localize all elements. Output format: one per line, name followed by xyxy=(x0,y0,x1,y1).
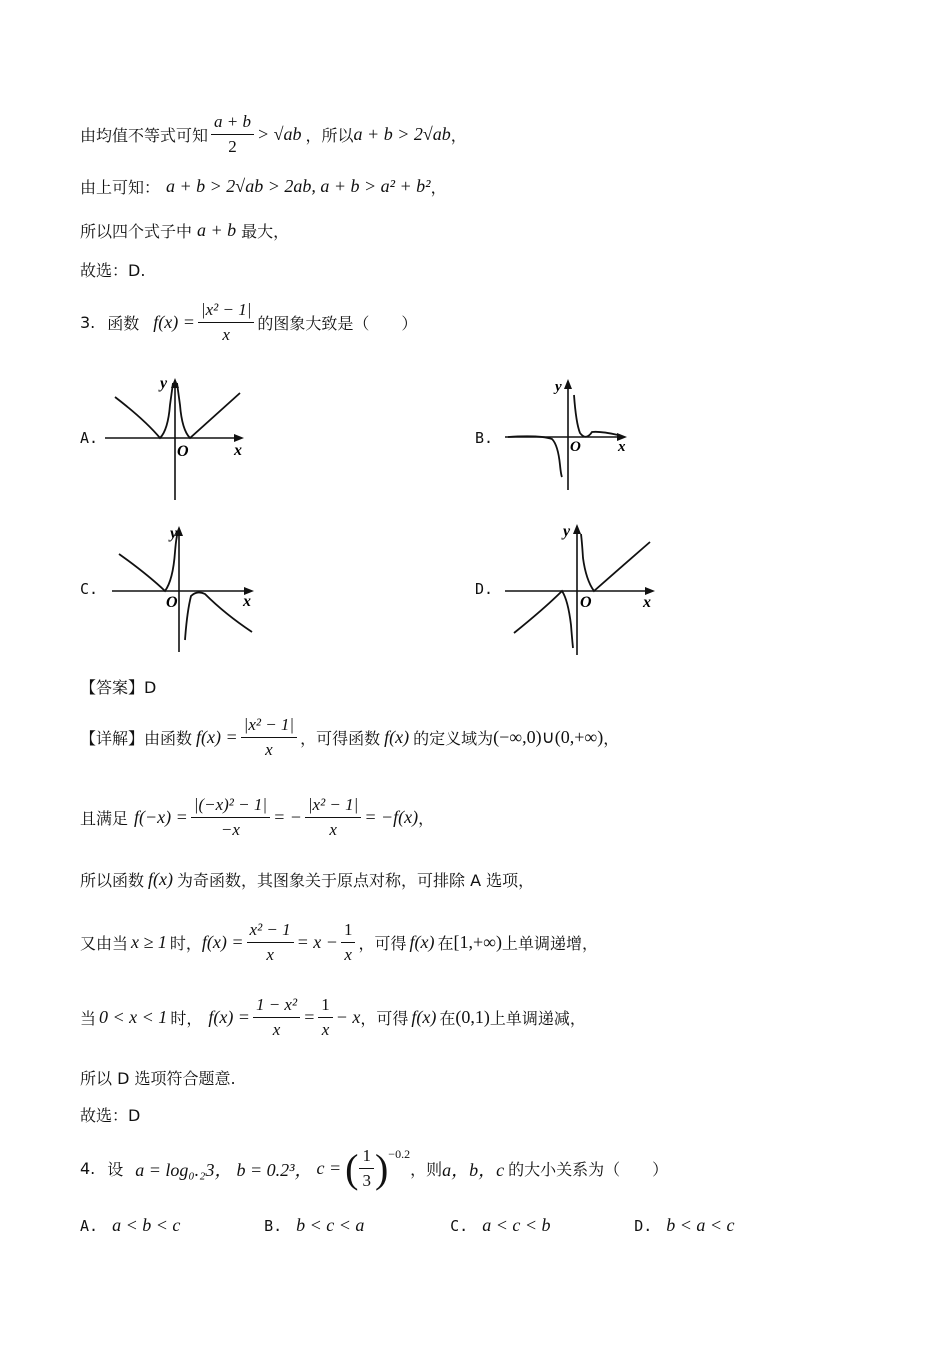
math-expr: 0 < x < 1 xyxy=(99,1007,168,1027)
detail-text: 且满足 xyxy=(80,809,129,828)
math-expr: x ≥ 1 xyxy=(131,932,167,952)
math-expr: (−∞,0)∪(0,+∞) xyxy=(493,727,604,747)
y-label: y xyxy=(563,523,571,540)
math-expr: f(x) = xyxy=(153,312,195,332)
sol2-line-3 xyxy=(80,219,289,242)
math-expr: a + b > 2√ab > 2ab, a + b > a² + b² xyxy=(166,176,431,196)
frac-den: x xyxy=(329,820,337,839)
detail-text: 在 xyxy=(439,1009,456,1028)
q3-stem xyxy=(80,300,417,345)
math-expr: a，b，c xyxy=(442,1159,505,1180)
detail-text: 上单调递增， xyxy=(501,934,598,953)
detail-line-2 xyxy=(80,795,434,840)
fraction xyxy=(305,795,361,840)
curve-left xyxy=(508,436,562,477)
q4-option-a-expr: a < b < c xyxy=(112,1215,181,1235)
detail-text: 【详解】由函数 xyxy=(80,729,193,748)
detail-text: 为奇函数，其图象关于原点对称，可排除 A 选项， xyxy=(177,871,535,890)
x-label: x xyxy=(234,442,242,459)
y-arrow xyxy=(564,379,572,389)
detail-text: ， xyxy=(603,729,620,748)
fraction xyxy=(253,995,300,1040)
frac-den: 2 xyxy=(228,137,237,156)
curve-left xyxy=(514,591,573,648)
detail-text: 的定义域为 xyxy=(413,729,494,748)
frac-num: 1 xyxy=(318,995,333,1018)
math-expr: (0,1) xyxy=(455,1007,490,1027)
q4-option-c-expr: a < c < b xyxy=(482,1215,551,1235)
q3-text: 函数 xyxy=(107,314,140,333)
fraction xyxy=(359,1146,374,1191)
detail-text: 所以 D 选项符合题意. xyxy=(80,1069,236,1088)
detail-text: 上单调递减， xyxy=(489,1009,586,1028)
answer-text: 【答案】D xyxy=(80,678,157,697)
curve-left xyxy=(119,536,177,591)
fraction xyxy=(341,920,356,965)
math-expr: a + b > 2√ab xyxy=(353,124,451,144)
detail-line-1 xyxy=(80,715,619,760)
option-a-graph xyxy=(100,375,250,505)
option-b-label: B. xyxy=(475,429,494,447)
sol2-text: 最大， xyxy=(241,222,290,241)
q4-option-b-expr: b < c < a xyxy=(296,1215,365,1235)
option-d-label: D. xyxy=(475,580,494,598)
detail-text: 时， xyxy=(170,1009,203,1028)
y-label: y xyxy=(160,375,168,392)
origin-label: O xyxy=(177,443,189,460)
math-expr: f(x) = xyxy=(208,1007,250,1027)
math-expr: a + b xyxy=(197,220,237,240)
origin-label: O xyxy=(166,594,178,611)
sol2-text: 故选：D. xyxy=(80,261,146,280)
frac-num: 1 xyxy=(341,920,356,943)
detail-text: 所以函数 xyxy=(80,871,145,890)
question-number: 3. xyxy=(80,313,96,332)
origin-label: O xyxy=(580,594,592,611)
math-expr: > √ab xyxy=(257,124,302,144)
detail-text: 当 xyxy=(80,1009,97,1028)
sol2-text: ，所以 xyxy=(305,126,354,145)
detail-text: 故选：D xyxy=(80,1106,141,1125)
q4-option-a-label: A. xyxy=(80,1216,99,1235)
frac-den: 3 xyxy=(362,1171,371,1190)
math-expr: f(x) xyxy=(384,727,410,747)
curve-right xyxy=(581,534,650,591)
math-expr: = −f(x) xyxy=(364,807,419,827)
option-b-graph xyxy=(500,375,635,495)
math-expr: [1,+∞) xyxy=(453,932,502,952)
fraction xyxy=(211,112,254,157)
detail-line-4 xyxy=(80,920,598,965)
q4-option-d-expr: b < a < c xyxy=(666,1215,735,1235)
frac-den: x xyxy=(222,325,230,344)
frac-num: |x² − 1| xyxy=(198,300,254,323)
fraction xyxy=(247,920,294,965)
math-expr: f(x) xyxy=(148,869,173,889)
math-expr: f(x) xyxy=(409,932,435,952)
option-c-graph xyxy=(107,522,257,657)
x-label: x xyxy=(643,594,651,611)
frac-den: x xyxy=(266,945,274,964)
sol2-text: 所以四个式子中 xyxy=(80,222,193,241)
fraction xyxy=(318,995,333,1040)
curve-right xyxy=(185,592,252,640)
frac-num: 1 xyxy=(359,1146,374,1169)
frac-num: |(−x)² − 1| xyxy=(191,795,270,818)
math-expr: f(x) = xyxy=(201,932,244,952)
left-paren: ( xyxy=(345,1146,359,1191)
frac-num: a + b xyxy=(211,112,254,135)
y-label: y xyxy=(555,379,562,395)
q4-text: 设 xyxy=(107,1160,124,1179)
math-expr: = − xyxy=(273,807,302,827)
q4-options xyxy=(80,1215,880,1236)
sol2-line-1 xyxy=(80,112,467,157)
x-label: x xyxy=(243,593,251,610)
detail-line-6 xyxy=(80,1066,236,1089)
math-expr: − x xyxy=(335,1007,361,1027)
q4-option-d-label: D. xyxy=(634,1216,653,1235)
math-expr: = x − xyxy=(296,932,338,952)
q3-text: 的图象大致是（ ） xyxy=(257,314,418,333)
q3-answer xyxy=(80,675,156,698)
exponent: −0.2 xyxy=(388,1147,411,1161)
option-c-label: C. xyxy=(80,580,99,598)
detail-line-3 xyxy=(80,868,534,891)
sol2-line-4 xyxy=(80,258,145,281)
frac-den: x xyxy=(265,740,273,759)
q4-option-b-label: B. xyxy=(264,1216,283,1235)
frac-num: 1 − x² xyxy=(253,995,300,1018)
y-arrow xyxy=(573,524,581,534)
detail-text: 时， xyxy=(169,934,202,953)
math-expr: f(x) xyxy=(411,1007,437,1027)
fraction xyxy=(191,795,270,840)
sol2-text: ， xyxy=(450,126,467,145)
detail-text: 在 xyxy=(437,934,454,953)
detail-line-7 xyxy=(80,1103,140,1126)
detail-text: ，可得函数 xyxy=(300,729,381,748)
right-paren: ) xyxy=(374,1146,389,1191)
math-expr: a = log₀.₂3， xyxy=(135,1159,233,1180)
detail-text: ，可得 xyxy=(360,1009,409,1028)
curve-right xyxy=(177,383,240,438)
frac-num: x² − 1 xyxy=(247,920,294,943)
math-expr: f(−x) = xyxy=(134,807,188,827)
option-a-label: A. xyxy=(80,429,99,447)
frac-den: x xyxy=(272,1020,281,1039)
frac-num: |x² − 1| xyxy=(241,715,297,738)
sol2-text: ， xyxy=(430,178,447,197)
q4-option-c-label: C. xyxy=(450,1216,469,1235)
x-arrow xyxy=(234,434,244,442)
sol2-text: 由上可知： xyxy=(80,178,161,197)
detail-text: ， xyxy=(418,809,435,828)
q4-text: ，则 xyxy=(410,1160,443,1179)
q4-text: 的大小关系为（ ） xyxy=(508,1160,669,1179)
q4-stem xyxy=(80,1145,668,1192)
fraction xyxy=(198,300,254,345)
frac-den: x xyxy=(344,945,352,964)
sol2-line-2 xyxy=(80,175,447,198)
y-label: y xyxy=(170,525,178,542)
fraction xyxy=(241,715,297,760)
math-expr: b = 0.2³， xyxy=(236,1159,313,1180)
math-expr: = xyxy=(303,1007,316,1027)
frac-den: x xyxy=(321,1020,330,1039)
question-number: 4. xyxy=(80,1159,96,1178)
curve-right xyxy=(574,395,618,437)
detail-line-5 xyxy=(80,995,586,1040)
detail-text: 又由当 xyxy=(80,934,129,953)
frac-num: |x² − 1| xyxy=(305,795,361,818)
detail-text: ，可得 xyxy=(358,934,407,953)
frac-den: −x xyxy=(220,820,240,839)
origin-label: O xyxy=(570,439,581,455)
math-expr: f(x) = xyxy=(196,727,238,747)
sol2-text: 由均值不等式可知 xyxy=(80,126,209,145)
math-expr: c = xyxy=(316,1158,342,1178)
x-label: x xyxy=(618,439,626,455)
option-d-graph xyxy=(500,520,660,660)
